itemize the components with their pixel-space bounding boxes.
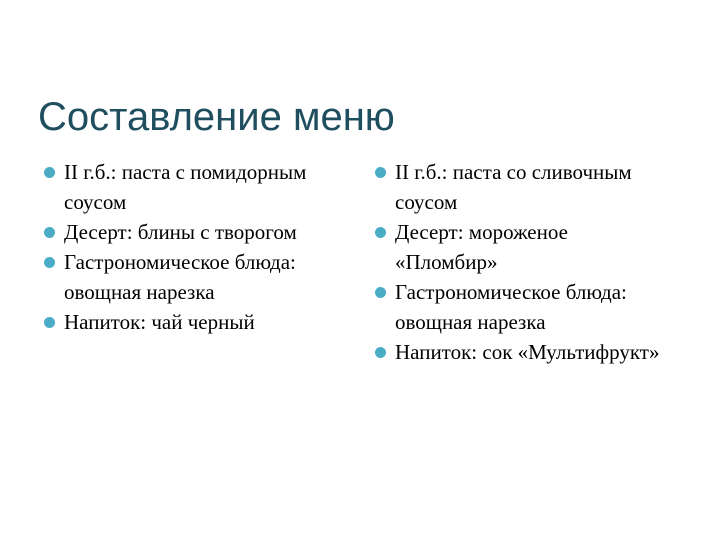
- right-menu-list: [375, 157, 675, 367]
- list-item: [375, 277, 675, 337]
- bullet-icon: [375, 287, 386, 298]
- list-item: [44, 247, 344, 307]
- left-menu-list: [44, 157, 344, 337]
- slide-title: Составление меню: [38, 95, 395, 139]
- list-item-text: II г.б.: паста со сливочным соусом: [395, 160, 632, 214]
- list-item: [375, 157, 675, 217]
- bullet-icon: [375, 227, 386, 238]
- list-item-text: Десерт: мороженое «Пломбир»: [395, 220, 568, 274]
- list-item-text: Десерт: блины с творогом: [64, 220, 297, 244]
- list-item-text: II г.б.: паста с помидорным соусом: [64, 160, 307, 214]
- bullet-icon: [44, 317, 55, 328]
- list-item-text: Гастрономическое блюда: овощная нарезка: [395, 280, 627, 334]
- bullet-icon: [375, 347, 386, 358]
- list-item: [44, 157, 344, 217]
- list-item-text: Гастрономическое блюда: овощная нарезка: [64, 250, 296, 304]
- bullet-icon: [44, 167, 55, 178]
- list-item-text: Напиток: чай черный: [64, 310, 255, 334]
- list-item: [375, 217, 675, 277]
- bullet-icon: [44, 227, 55, 238]
- list-item: [375, 337, 675, 367]
- bullet-icon: [375, 167, 386, 178]
- list-item: [44, 217, 344, 247]
- list-item-text: Напиток: сок «Мультифрукт»: [395, 340, 660, 364]
- bullet-icon: [44, 257, 55, 268]
- list-item: [44, 307, 344, 337]
